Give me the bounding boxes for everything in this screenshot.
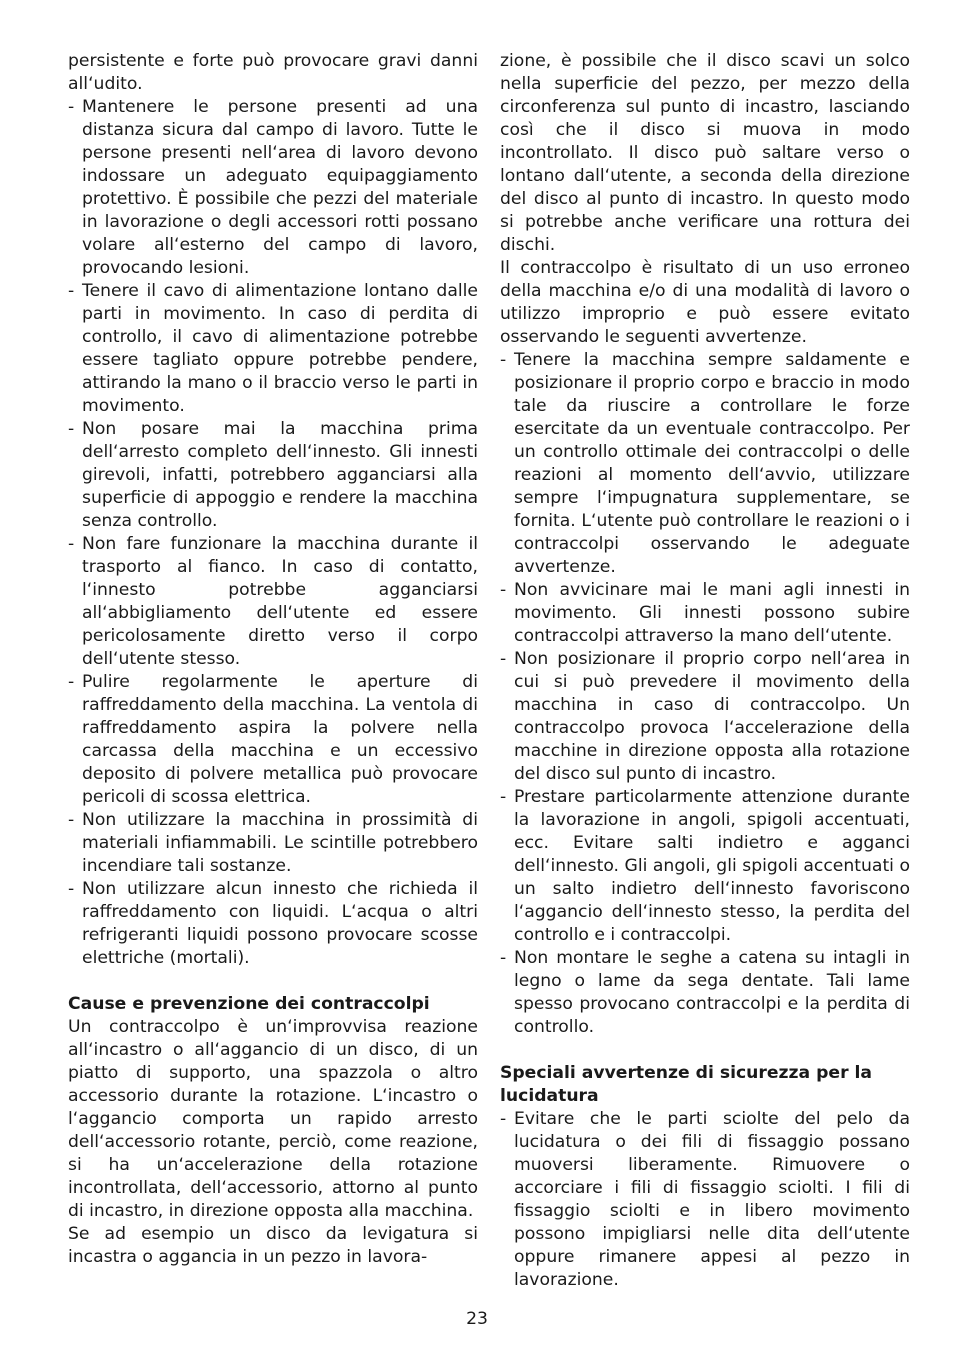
intro-text: persistente e forte può provocare gravi danni all‘udito. xyxy=(68,51,478,94)
list-item: - Pulire regolarmente le aperture di raffreddamento della macchina. La ventola di raffreddamento aspira la polvere nella carcassa della macchina e un eccessivo deposito di polvere metallica può provocare pericoli di scossa elettrica. xyxy=(68,671,478,809)
list-item: - Non posizionare il proprio corpo nell‘area in cui si può prevedere il movimento della macchina in caso di contraccolpo. Un contraccolpo provoca l‘accelerazione della macchine in direzione opposta alla rotazione del disco sul punto di incastro. xyxy=(500,648,910,786)
spacer xyxy=(68,970,478,993)
list-item: - Tenere il cavo di alimentazione lontano dalle parti in movimento. In caso di perdita di controllo, il cavo di alimentazione potrebbe essere tagliato oppure potrebbe pendere, attirando la mano o il braccio verso le parti in movimento. xyxy=(68,280,478,418)
list-item: - Non montare le seghe a catena su intagli in legno o lame da sega dentate. Tali lame spesso provocano contraccolpi e la perdita di controllo. xyxy=(500,947,910,1039)
list-item: - Non utilizzare la macchina in prossimità di materiali infiammabili. Le scintille potrebbero incendiare tali sostanze. xyxy=(68,809,478,878)
kickback-list xyxy=(500,349,910,1039)
list-item: - Evitare che le parti sciolte del pelo da lucidatura o dei fili di fissaggio possano muoversi liberamente. Rimuovere o accorciare i fili di fissaggio sciolti. I fili di fissaggio sciolti e in libero movimento possono impigliarsi nelle dita dell‘utente oppure rimanere appesi al pezzo in lavorazione. xyxy=(500,1108,910,1292)
list-item: - Non fare funzionare la macchina durante il trasporto al fianco. In caso di contatto, l‘innesto potrebbe agganciarsi all‘abbigliamento dell‘utente ed essere pericolosamente diretto verso il corpo dell‘utente stesso. xyxy=(68,533,478,671)
page-number: 23 xyxy=(466,1309,488,1329)
spacer xyxy=(500,1039,910,1062)
continuation-text: zione, è possibile che il disco scavi un solco nella superficie del pezzo, per mezzo della circonferenza sul punto di incastro, lasciando così che il disco si muova in modo incontrollato. Il disco può saltare verso o lontano dall‘utente, a seconda della direzione del disco al punto di incastro. In questo modo si potrebbe anche verificare una rottura dei dischi. xyxy=(500,51,910,255)
safety-list xyxy=(68,96,478,970)
list-item: - Non avvicinare mai le mani agli innesti in movimento. Gli innesti possono subire contraccolpi attraverso la mano dell‘utente. xyxy=(500,579,910,648)
list-item: - Tenere la macchina sempre saldamente e posizionare il proprio corpo e braccio in modo tale da riuscire a controllare le forze esercitate da un eventuale contraccolpo. Per un controllo ottimale dei contraccolpi o delle reazioni al momento dell‘avvio, utilizzare sempre l‘impugnatura supplementare, se fornita. L‘utente può controllare le reazioni o i contraccolpi osservando le adeguate avvertenze. xyxy=(500,349,910,579)
polishing-list xyxy=(500,1108,910,1292)
section-heading-polishing: Speciali avvertenze di sicurezza per la lucidatura xyxy=(500,1063,873,1106)
list-item: - Non utilizzare alcun innesto che richieda il raffreddamento con liquidi. L‘acqua o altri refrigeranti liquidi possono provocare scosse elettriche (mortali). xyxy=(68,878,478,970)
left-column xyxy=(68,50,478,1269)
list-item: - Mantenere le persone presenti ad una distanza sicura dal campo di lavoro. Tutte le persone presenti nell‘area di lavoro devono indossare un adeguato equipaggiamento protettivo. È possibile che pezzi del materiale in lavorazione o degli accessori rotti possano volare all‘esterno del campo di lavoro, provocando lesioni. xyxy=(68,96,478,280)
right-column xyxy=(500,50,910,1292)
section-heading-kickback: Cause e prevenzione dei contraccolpi xyxy=(68,994,430,1014)
list-item: - Prestare particolarmente attenzione durante la lavorazione in angoli, spigoli accentuati, ecc. Evitare salti indietro e agganci dell‘innesto. Gli angoli, gli spigoli accentuati o un salto indietro dell‘innesto favoriscono l‘aggancio dell‘innesto stesso, la perdita del controllo e i contraccolpi. xyxy=(500,786,910,947)
paragraph: Il contraccolpo è risultato di un uso erroneo della macchina e/o di una modalità di lavoro o utilizzo improprio e può essere evitato osservando le seguenti avvertenze. xyxy=(500,258,910,347)
paragraph: Se ad esempio un disco da levigatura si incastra o aggancia in un pezzo in lavora- xyxy=(68,1224,478,1267)
paragraph: Un contraccolpo è un‘improvvisa reazione all‘incastro o all‘aggancio di un disco, di un piatto di supporto, una spazzola o altro accessorio durante la rotazione. L‘incastro o l‘aggancio comporta un rapido arresto dell‘accessorio rotante, perciò, come reazione, si ha un‘accelerazione della rotazione incontrollata, dell‘accessorio, attorno al punto di incastro, in direzione opposta alla macchina. xyxy=(68,1017,478,1221)
list-item: - Non posare mai la macchina prima dell‘arresto completo dell‘innesto. Gli innesti girevoli, infatti, potrebbero agganciarsi alla superficie di appoggio e rendere la macchina senza controllo. xyxy=(68,418,478,533)
